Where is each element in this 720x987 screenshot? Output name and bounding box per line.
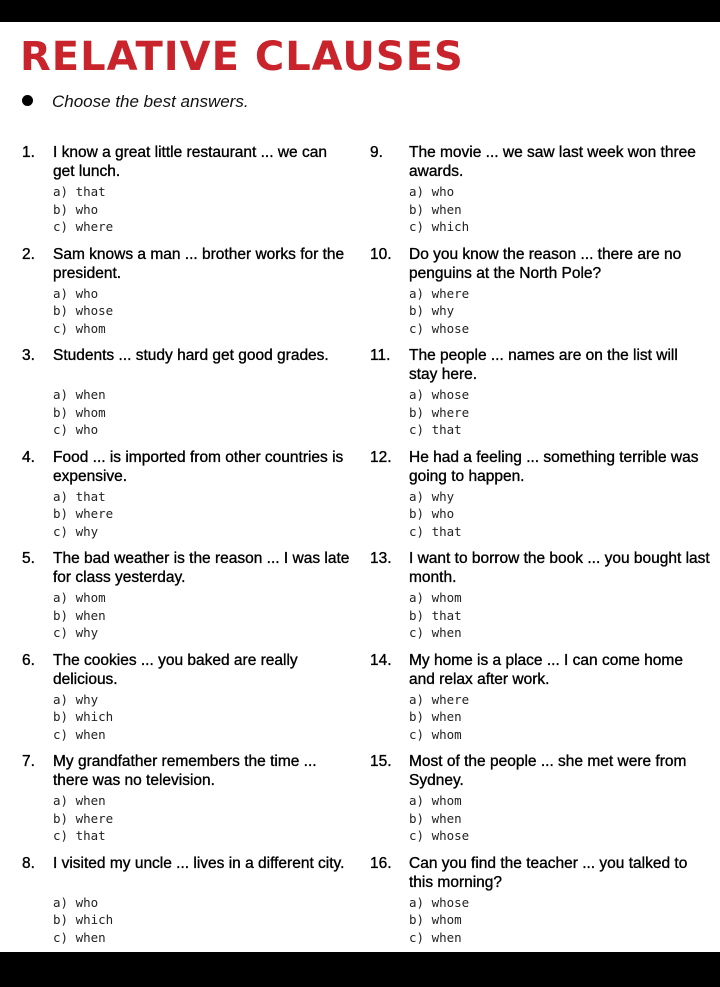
- answer-option-b[interactable]: b) when: [53, 607, 106, 623]
- question-number: 9.: [370, 144, 383, 161]
- answer-option-a[interactable]: a) who: [53, 894, 99, 910]
- question-15: [370, 752, 710, 854]
- question-number: 13.: [370, 550, 392, 567]
- answer-options: [53, 589, 106, 642]
- answer-option-b[interactable]: b) when: [409, 709, 462, 724]
- question-number: 3.: [22, 347, 35, 364]
- question-9: [370, 143, 710, 245]
- instruction: [22, 90, 249, 114]
- answer-options: [53, 386, 106, 439]
- question-text: My home is a place ... I can come home and relax after work.: [409, 651, 683, 688]
- answer-option-c[interactable]: c) when: [409, 625, 462, 640]
- question-text: Can you find the teacher ... you talked to this morning?: [409, 854, 688, 891]
- answer-option-c[interactable]: c) whose: [409, 320, 470, 336]
- answer-option-a[interactable]: a) when: [53, 793, 106, 808]
- instruction-text: Choose the best answers.: [52, 92, 249, 111]
- answer-option-c[interactable]: c) where: [53, 219, 114, 234]
- question-text: Food ... is imported from other countries is expensive.: [53, 448, 344, 485]
- question-text: Do you know the reason ... there are no penguins at the North Pole?: [409, 245, 682, 282]
- answer-option-a[interactable]: a) whom: [409, 793, 462, 808]
- answer-option-a[interactable]: a) where: [409, 691, 470, 707]
- question-text: Sam knows a man ... brother works for the president.: [53, 245, 345, 282]
- answer-option-b[interactable]: b) who: [53, 201, 99, 217]
- question-number: 11.: [370, 347, 391, 364]
- answer-option-b[interactable]: b) whose: [53, 303, 114, 318]
- question-text: Students ... study hard get good grades.: [53, 347, 329, 364]
- right-question-column: [370, 143, 710, 952]
- answer-option-c[interactable]: c) why: [53, 625, 99, 640]
- question-text: The bad weather is the reason ... I was late for class yesterday.: [53, 550, 350, 586]
- answer-option-a[interactable]: a) whom: [53, 590, 106, 605]
- answer-option-c[interactable]: c) when: [53, 726, 106, 742]
- answer-option-b[interactable]: b) why: [409, 303, 455, 318]
- question-13: [370, 549, 710, 651]
- question-number: 1.: [22, 144, 35, 161]
- answer-options: [53, 894, 113, 947]
- question-text: The cookies ... you baked are really delicious.: [53, 651, 298, 688]
- answer-option-a[interactable]: a) who: [409, 184, 455, 199]
- question-text: I visited my uncle ... lives in a different city.: [53, 854, 345, 872]
- answer-options: [409, 488, 462, 541]
- question-5: [22, 549, 352, 651]
- answer-options: [409, 894, 469, 947]
- answer-option-a[interactable]: a) that: [53, 184, 106, 199]
- answer-options: [409, 183, 469, 236]
- answer-option-b[interactable]: b) where: [53, 810, 114, 826]
- answer-options: [53, 285, 113, 338]
- answer-option-b[interactable]: b) where: [53, 506, 114, 521]
- answer-option-c[interactable]: c) that: [409, 422, 462, 437]
- question-number: 14.: [370, 651, 392, 669]
- answer-option-b[interactable]: b) that: [409, 607, 462, 623]
- question-1: [22, 143, 352, 245]
- answer-option-b[interactable]: b) where: [409, 404, 470, 420]
- bullet-icon: [22, 95, 33, 106]
- question-6: [22, 651, 352, 753]
- answer-option-c[interactable]: c) when: [409, 929, 462, 945]
- question-number: 5.: [22, 550, 35, 567]
- answer-option-c[interactable]: c) whom: [409, 726, 462, 742]
- answer-options: [409, 285, 469, 338]
- question-7: [22, 752, 352, 854]
- answer-option-a[interactable]: a) who: [53, 285, 99, 301]
- answer-options: [409, 792, 469, 845]
- answer-option-c[interactable]: c) that: [53, 828, 106, 843]
- question-4: [22, 448, 352, 550]
- answer-option-a[interactable]: a) why: [409, 488, 455, 504]
- answer-option-b[interactable]: b) whom: [409, 912, 462, 927]
- question-text: My grandfather remembers the time ... there was no television.: [53, 753, 317, 789]
- answer-option-b[interactable]: b) which: [53, 709, 114, 724]
- answer-option-c[interactable]: c) whose: [409, 828, 470, 843]
- question-text: He had a feeling ... something terrible was going to happen.: [409, 448, 699, 485]
- question-number: 16.: [370, 854, 392, 872]
- question-number: 7.: [22, 753, 35, 770]
- answer-option-a[interactable]: a) whom: [409, 590, 462, 605]
- answer-option-a[interactable]: a) that: [53, 488, 106, 504]
- answer-options: [409, 386, 469, 439]
- question-text: I know a great little restaurant ... we can get lunch.: [53, 144, 327, 180]
- question-10: [370, 245, 710, 347]
- answer-option-c[interactable]: c) that: [409, 523, 462, 539]
- answer-option-b[interactable]: b) whom: [53, 404, 106, 420]
- question-number: 4.: [22, 448, 35, 466]
- answer-options: [53, 691, 113, 744]
- question-text: I want to borrow the book ... you bought last month.: [409, 550, 710, 586]
- question-text: Most of the people ... she met were from Sydney.: [409, 753, 687, 789]
- answer-option-a[interactable]: a) whose: [409, 894, 470, 910]
- answer-option-c[interactable]: c) when: [53, 929, 106, 945]
- answer-options: [409, 691, 469, 744]
- question-text: The people ... names are on the list will stay here.: [409, 347, 678, 383]
- answer-option-c[interactable]: c) who: [53, 422, 99, 437]
- question-number: 10.: [370, 245, 392, 263]
- left-question-column: [22, 143, 352, 952]
- question-text: The movie ... we saw last week won three awards.: [409, 144, 696, 180]
- answer-options: [53, 183, 113, 236]
- answer-options: [53, 792, 113, 845]
- question-number: 12.: [370, 448, 392, 466]
- answer-option-a[interactable]: a) where: [409, 285, 470, 301]
- question-16: [370, 854, 710, 953]
- worksheet-page: [0, 22, 720, 952]
- question-8: [22, 854, 352, 953]
- answer-option-a[interactable]: a) whose: [409, 387, 470, 402]
- question-number: 8.: [22, 854, 35, 872]
- answer-options: [409, 589, 462, 642]
- question-2: [22, 245, 352, 347]
- answer-option-c[interactable]: c) which: [409, 219, 470, 234]
- question-number: 2.: [22, 245, 35, 263]
- question-14: [370, 651, 710, 753]
- answer-option-a[interactable]: a) when: [53, 387, 106, 402]
- page-title: RELATIVE CLAUSES: [20, 34, 464, 80]
- answer-option-b[interactable]: b) when: [409, 810, 462, 826]
- answer-option-c[interactable]: c) why: [53, 523, 99, 539]
- answer-option-b[interactable]: b) when: [409, 201, 462, 217]
- answer-options: [53, 488, 113, 541]
- question-number: 15.: [370, 753, 392, 770]
- answer-option-b[interactable]: b) who: [409, 506, 455, 521]
- question-3: [22, 346, 352, 448]
- question-11: [370, 346, 710, 448]
- answer-option-b[interactable]: b) which: [53, 912, 114, 927]
- answer-option-c[interactable]: c) whom: [53, 320, 106, 336]
- question-number: 6.: [22, 651, 35, 669]
- question-12: [370, 448, 710, 550]
- answer-option-a[interactable]: a) why: [53, 691, 99, 707]
